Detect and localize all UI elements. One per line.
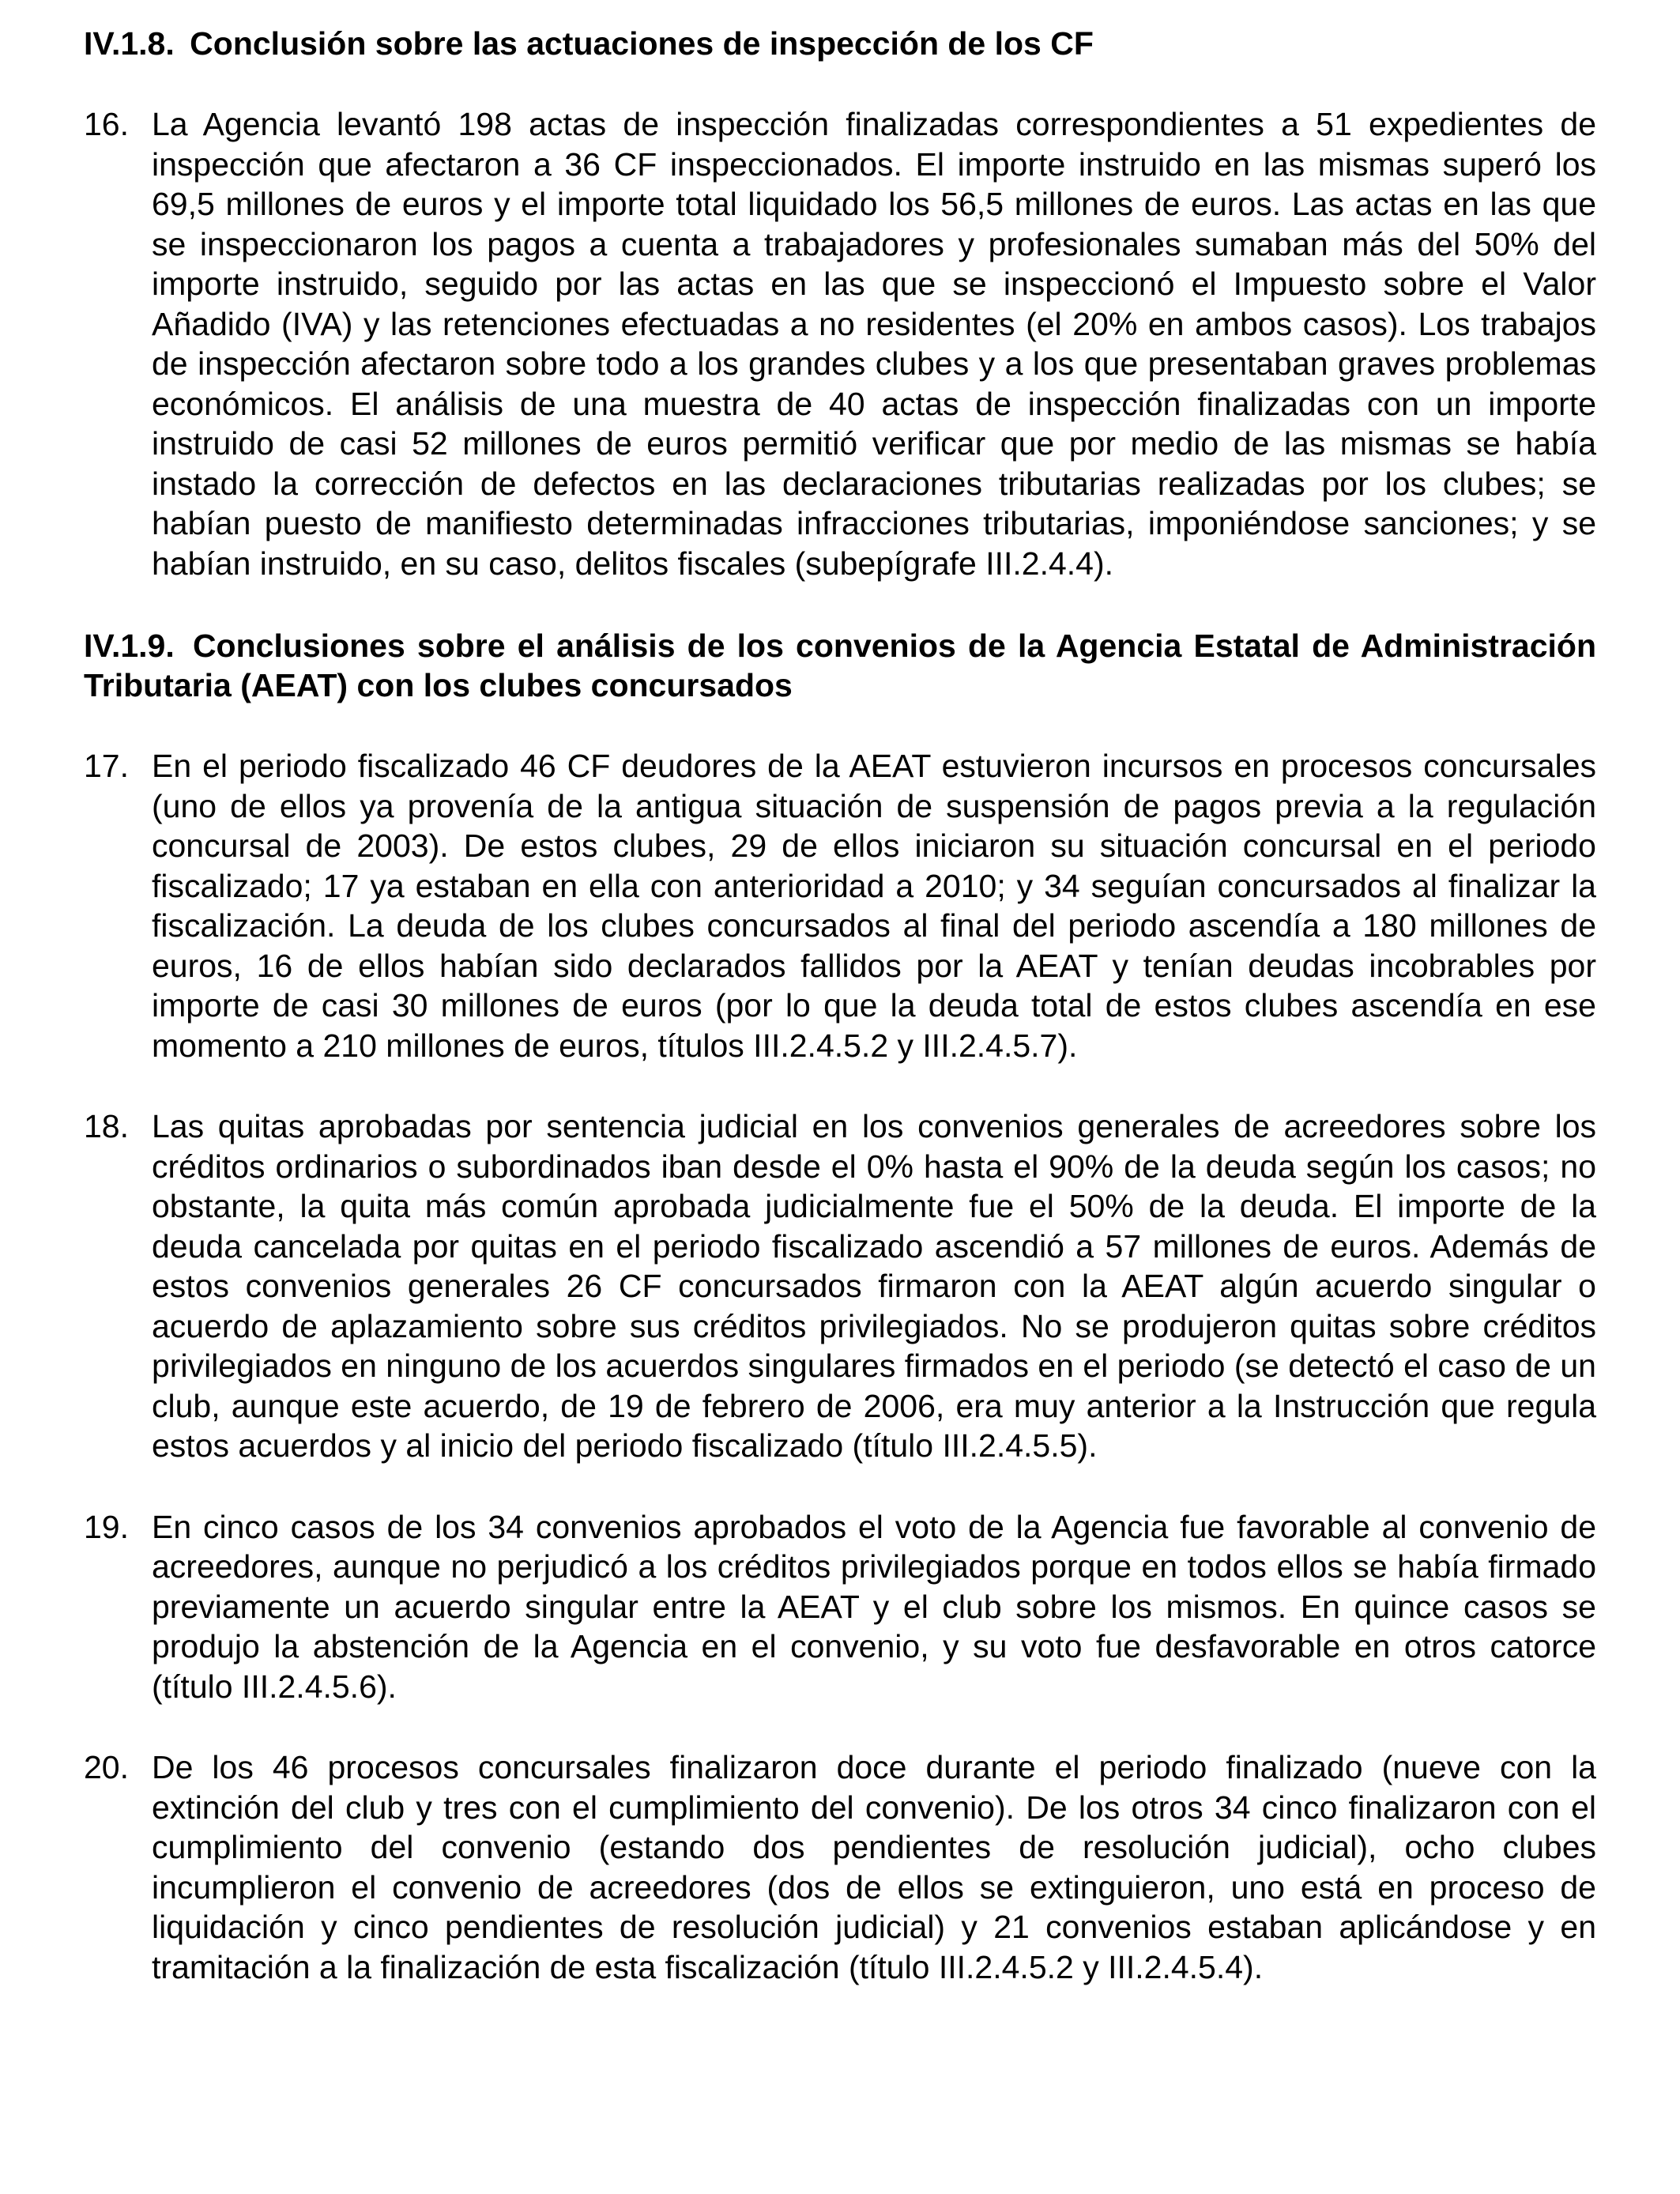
numbered-paragraph-17 [84, 746, 1596, 1065]
paragraph-number: 16. [84, 106, 129, 142]
section-title: Conclusión sobre las actuaciones de inspección de los CF [190, 25, 1094, 62]
paragraph-text: De los 46 procesos concursales finalizaron doce durante el periodo finalizado (nueve con la extinción del club y tres con el cumplimiento del convenio). De los otros 34 cinco finalizaron con el cumplimiento del convenio (estando dos pendientes de resolución judicial), ocho clubes incumplieron el convenio de acreedores (dos de ellos se extinguieron, uno está en proceso de liquidación y cinco pendientes de resolución judicial) y 21 convenios estaban aplicándose y en tramitación a la finalización de esta fiscalización (título III.2.4.5.2 y III.2.4.5.4). [152, 1749, 1596, 1985]
section-title: Conclusiones sobre el análisis de los convenios de la Agencia Estatal de Administración Tributaria (AEAT) con los clubes concursados [84, 628, 1596, 703]
paragraph-number: 20. [84, 1749, 129, 1785]
paragraph-text: En el periodo fiscalizado 46 CF deudores de la AEAT estuvieron incursos en procesos concursales (uno de ellos ya provenía de la antigua situación de suspensión de pagos previa a la regulación concursal de 2003). De estos clubes, 29 de ellos iniciaron su situación concursal en el periodo fiscalizado; 17 ya estaban en ella con anterioridad a 2010; y 34 seguían concursados al finalizar la fiscalización. La deuda de los clubes concursados al final del periodo ascendía a 180 millones de euros, 16 de ellos habían sido declarados fallidos por la AEAT y tenían deudas incobrables por importe de casi 30 millones de euros (por lo que la deuda total de estos clubes ascendía en ese momento a 210 millones de euros, títulos III.2.4.5.2 y III.2.4.5.7). [152, 748, 1596, 1064]
document-body [84, 24, 1596, 1987]
paragraph-text: En cinco casos de los 34 convenios aprobados el voto de la Agencia fue favorable al convenio de acreedores, aunque no perjudicó a los créditos privilegiados porque en todos ellos se había firmado previamente un acuerdo singular entre la AEAT y el club sobre los mismos. En quince casos se produjo la abstención de la Agencia en el convenio, y su voto fue desfavorable en otros catorce (título III.2.4.5.6). [152, 1508, 1596, 1705]
numbered-paragraph-19 [84, 1507, 1596, 1707]
numbered-paragraph-20 [84, 1747, 1596, 1987]
paragraph-text: Las quitas aprobadas por sentencia judicial en los convenios generales de acreedores sobre los créditos ordinarios o subordinados iban desde el 0% hasta el 90% de la deuda según los casos; no obstante, la quita más común aprobada judicialmente fue el 50% de la deuda. El importe de la deuda cancelada por quitas en el periodo fiscalizado ascendió a 57 millones de euros. Además de estos convenios generales 26 CF concursados firmaron con la AEAT algún acuerdo singular o acuerdo de aplazamiento sobre sus créditos privilegiados. No se produjeron quitas sobre créditos privilegiados en ninguno de los acuerdos singulares firmados en el periodo (se detectó el caso de un club, aunque este acuerdo, de 19 de febrero de 2006, era muy anterior a la Instrucción que regula estos acuerdos y al inicio del periodo fiscalizado (título III.2.4.5.5). [152, 1108, 1596, 1464]
paragraph-text: La Agencia levantó 198 actas de inspección finalizadas correspondientes a 51 expedientes de inspección que afectaron a 36 CF inspeccionados. El importe instruido en las mismas superó los 69,5 millones de euros y el importe total liquidado los 56,5 millones de euros. Las actas en las que se inspeccionaron los pagos a cuenta a trabajadores y profesionales sumaban más del 50% del importe instruido, seguido por las actas en las que se inspeccionó el Impuesto sobre el Valor Añadido (IVA) y las retenciones efectuadas a no residentes (el 20% en ambos casos). Los trabajos de inspección afectaron sobre todo a los grandes clubes y a los que presentaban graves problemas económicos. El análisis de una muestra de 40 actas de inspección finalizadas con un importe instruido de casi 52 millones de euros permitió verificar que por medio de las mismas se había instado la corrección de defectos en las declaraciones tributarias realizadas por los clubes; se habían puesto de manifiesto determinadas infracciones tributarias, imponiéndose sanciones; y se habían instruido, en su caso, delitos fiscales (subepígrafe III.2.4.4). [152, 106, 1596, 582]
paragraph-number: 19. [84, 1508, 129, 1545]
section-heading-iv-1-9 [84, 626, 1596, 705]
section-number: IV.1.9. [84, 628, 175, 664]
paragraph-number: 18. [84, 1108, 129, 1144]
section-heading-iv-1-8 [84, 24, 1596, 63]
section-number: IV.1.8. [84, 25, 175, 62]
numbered-paragraph-16 [84, 104, 1596, 583]
paragraph-number: 17. [84, 748, 129, 784]
numbered-paragraph-18 [84, 1106, 1596, 1466]
